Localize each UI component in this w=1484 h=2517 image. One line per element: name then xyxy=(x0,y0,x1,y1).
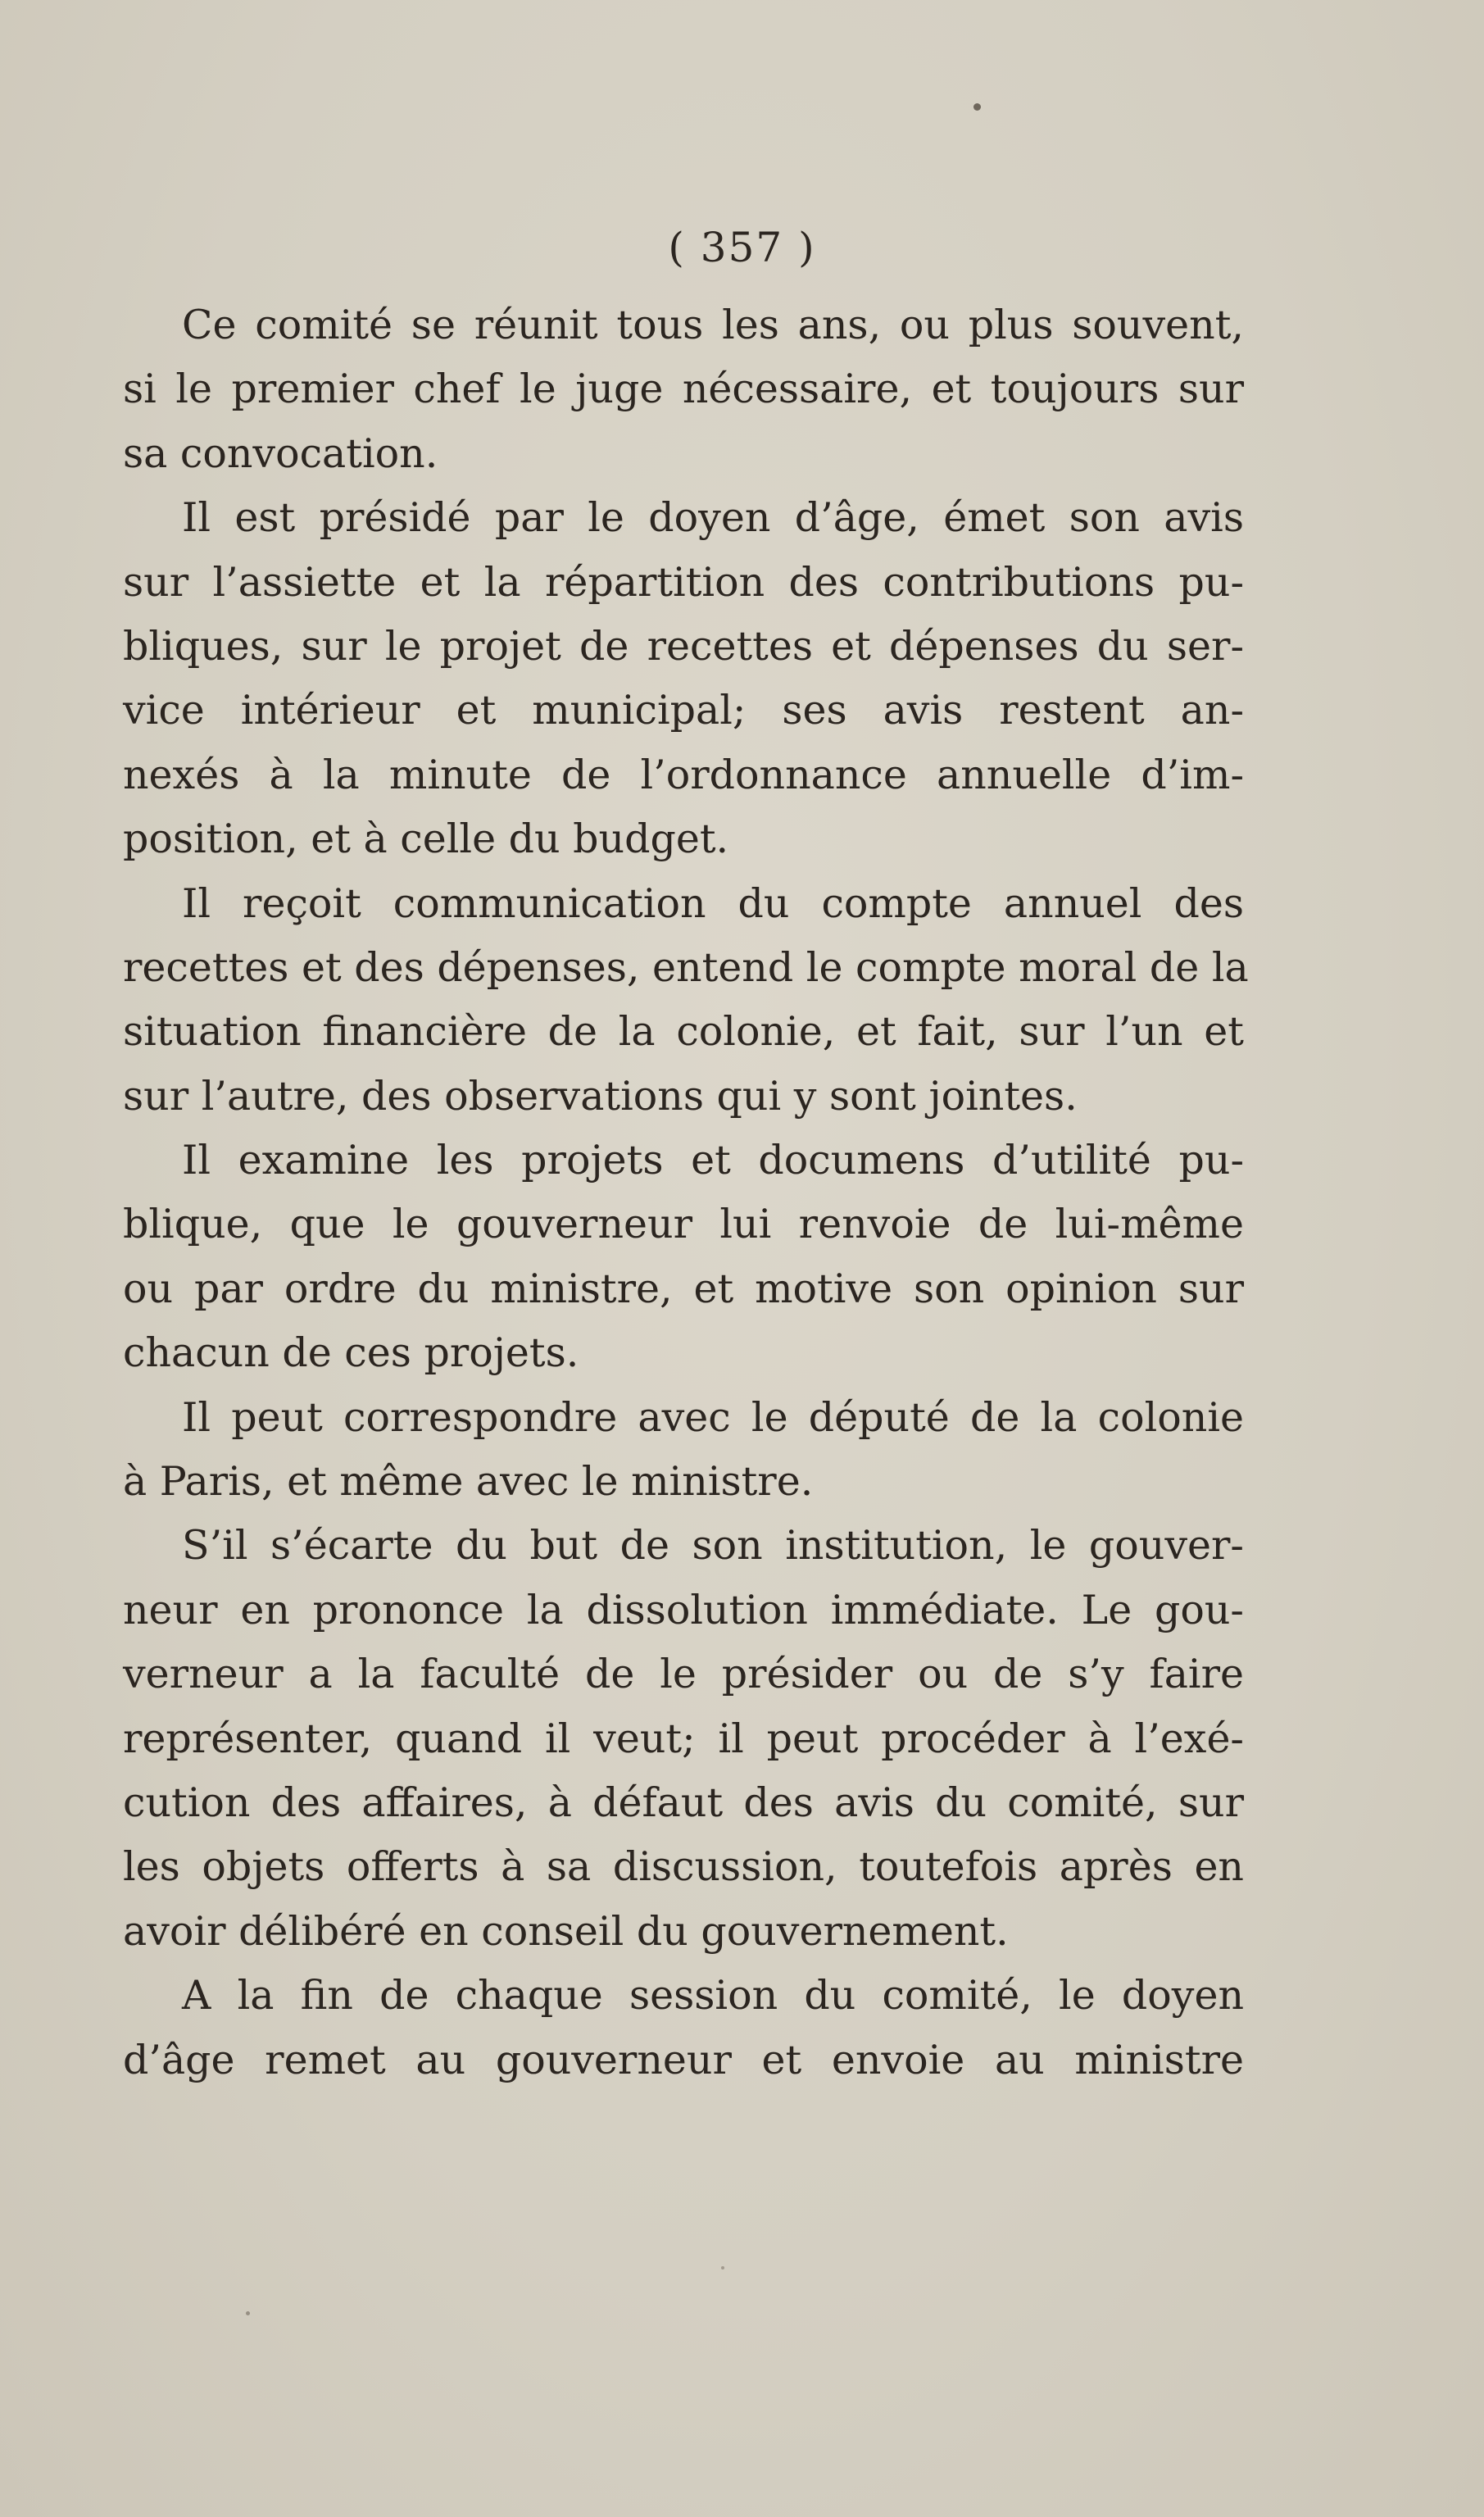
text-line: vice intérieur et municipal; ses avis restent an- xyxy=(123,687,1244,734)
text-line: S’il s’écarte du but de son institution, le gouver- xyxy=(182,1522,1244,1570)
text-line: neur en prononce la dissolution immédiate. Le gou- xyxy=(123,1586,1244,1633)
text-line: ou par ordre du ministre, et motive son opinion sur xyxy=(123,1265,1244,1312)
text-line: blique, que le gouverneur lui renvoie de lui-même xyxy=(123,1201,1244,1248)
text-line: situation financière de la colonie, et fait, sur l’un et xyxy=(123,1008,1244,1056)
body-text xyxy=(123,293,1249,2092)
text-line: Il reçoit communication du compte annuel des xyxy=(182,879,1244,927)
text-line: les objets offerts à sa discussion, toutefois après en xyxy=(123,1843,1244,1891)
text-line: sur l’autre, des observations qui y sont jointes. xyxy=(123,1072,1078,1120)
text-line: à Paris, et même avec le ministre. xyxy=(123,1458,814,1506)
text-line: sa convocation. xyxy=(123,429,438,477)
text-line: verneur a la faculté de le présider ou de s’y faire xyxy=(123,1651,1244,1698)
paper-speck xyxy=(721,2266,724,2269)
text-line: Il est présidé par le doyen d’âge, émet son avis xyxy=(182,494,1244,542)
text-line: Ce comité se réunit tous les ans, ou plus souvent, xyxy=(182,302,1244,348)
text-line: bliques, sur le projet de recettes et dépenses du ser- xyxy=(123,622,1244,670)
text-line: représenter, quand il veut; il peut procéder à l’exé- xyxy=(123,1715,1244,1762)
text-line: chacun de ces projets. xyxy=(123,1329,579,1377)
text-line: A la fin de chaque session du comité, le doyen xyxy=(182,1972,1244,2020)
text-line: sur l’assiette et la répartition des contributions pu- xyxy=(123,558,1244,606)
text-line: Il examine les projets et documens d’utilité pu- xyxy=(182,1137,1244,1184)
text-line: cution des affaires, à défaut des avis du comité, sur xyxy=(123,1779,1244,1826)
text-line: nexés à la minute de l’ordonnance annuelle d’im- xyxy=(123,751,1244,798)
text-line: si le premier chef le juge nécessaire, et toujours sur xyxy=(123,366,1244,413)
paper-speck xyxy=(246,2311,250,2315)
text-line: d’âge remet au gouverneur et envoie au ministre xyxy=(123,2036,1244,2083)
text-line: position, et à celle du budget. xyxy=(123,816,729,863)
paper-speck xyxy=(973,103,981,111)
text-line: avoir délibéré en conseil du gouvernement. xyxy=(123,1907,1009,1955)
text-line: recettes et des dépenses, entend le compte moral de la xyxy=(123,943,1249,991)
text-line: Il peut correspondre avec le député de la colonie xyxy=(182,1393,1244,1441)
page-number: ( 357 ) xyxy=(668,224,816,271)
